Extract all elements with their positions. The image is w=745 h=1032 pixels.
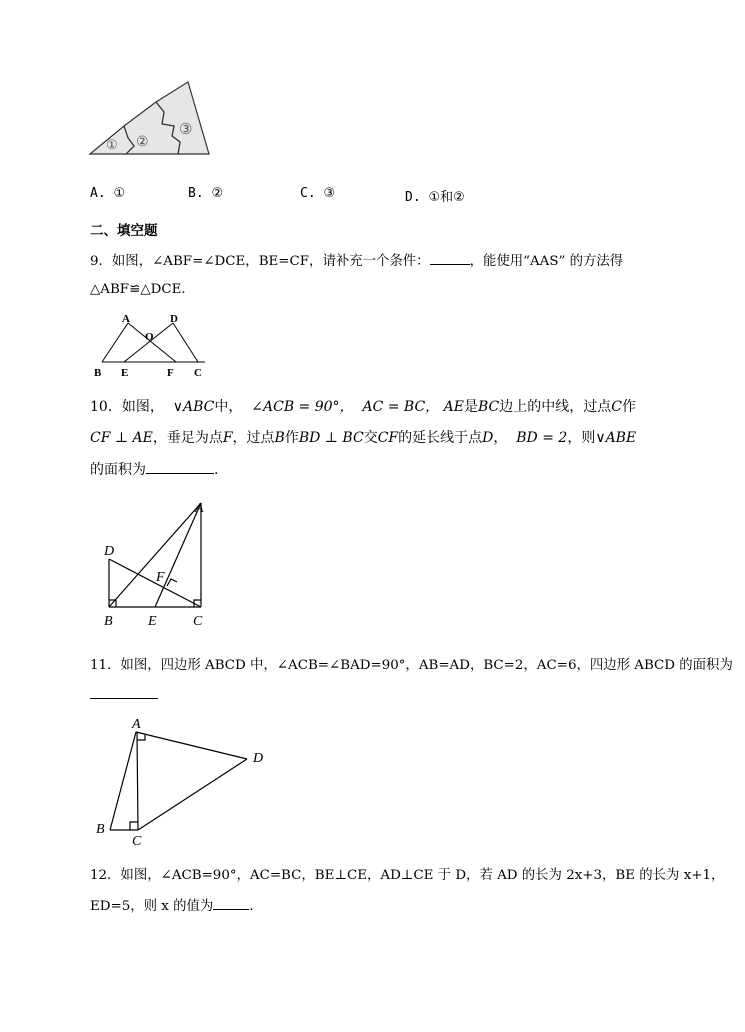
q9-figure xyxy=(90,310,215,380)
q11-line1: 11．如图，四边形 ABCD 中，∠ACB=∠BAD=90°，AB=AD，BC=2，AC=6，四边形 ABCD 的面积为 xyxy=(90,658,733,673)
q11-label-c: C xyxy=(132,834,142,847)
q9-label-e: E xyxy=(121,367,129,379)
q10-label-b: B xyxy=(104,614,113,629)
label-1: ① xyxy=(106,137,118,152)
q9-line2: △ABF≌△DCE. xyxy=(90,282,186,297)
q9-label-d: D xyxy=(170,313,178,325)
section-title: 二、填空题 xyxy=(90,223,158,239)
q10-blank[interactable] xyxy=(146,461,214,474)
q12-line2: ED=5，则 x 的值为 . xyxy=(90,899,254,914)
q12-line1: 12．如图，∠ACB=90°，AC=BC，BE⊥CE，AD⊥CE 于 D，若 AD 的长为 2x+3，BE 的长为 x+1， xyxy=(90,868,725,883)
q10-line2: CF ⊥ AE，垂足为点F，过点B作BD ⊥ BC交CF的延长线于点D， BD = 2，则∨ABE xyxy=(90,430,637,446)
q12-blank[interactable] xyxy=(213,897,249,910)
q11-label-a: A xyxy=(132,717,141,732)
q10-figure xyxy=(95,495,220,630)
label-2: ② xyxy=(136,135,149,150)
torn-triangle-figure xyxy=(88,80,216,160)
q9-label-b: B xyxy=(94,367,102,379)
q11-figure xyxy=(90,712,270,847)
q10-line3: 的面积为 . xyxy=(90,462,219,478)
q10-label-c: C xyxy=(193,614,203,629)
q9-label-c: C xyxy=(194,367,202,379)
option-c[interactable]: C. ③ xyxy=(300,186,336,201)
q11-blank[interactable] xyxy=(90,698,158,699)
option-a[interactable]: A. ① xyxy=(90,186,126,201)
q9-label-o: O xyxy=(145,331,154,343)
option-d[interactable]: D. ①和② xyxy=(405,190,465,205)
q10-label-d: D xyxy=(104,544,115,559)
q9-label-f: F xyxy=(167,367,174,379)
q9-line1: 9．如图，∠ABF=∠DCE，BE=CF，请补充一个条件： ，能使用“AAS” 的方法得 xyxy=(90,254,624,269)
q11-label-b: B xyxy=(96,822,105,837)
q10-line1: 10．如图， ∨ABC中， ∠ACB = 90°， AC = BC， AE是BC边上的中线，过点C作 xyxy=(90,399,636,415)
option-b[interactable]: B. ② xyxy=(188,186,224,201)
q9-blank[interactable] xyxy=(430,252,470,265)
q10-label-f: F xyxy=(156,570,165,585)
q9-label-a: A xyxy=(122,313,130,325)
q11-label-d: D xyxy=(253,751,264,766)
q10-label-e: E xyxy=(148,614,157,629)
label-3: ③ xyxy=(179,122,193,138)
q10-label-a: A xyxy=(195,501,204,516)
